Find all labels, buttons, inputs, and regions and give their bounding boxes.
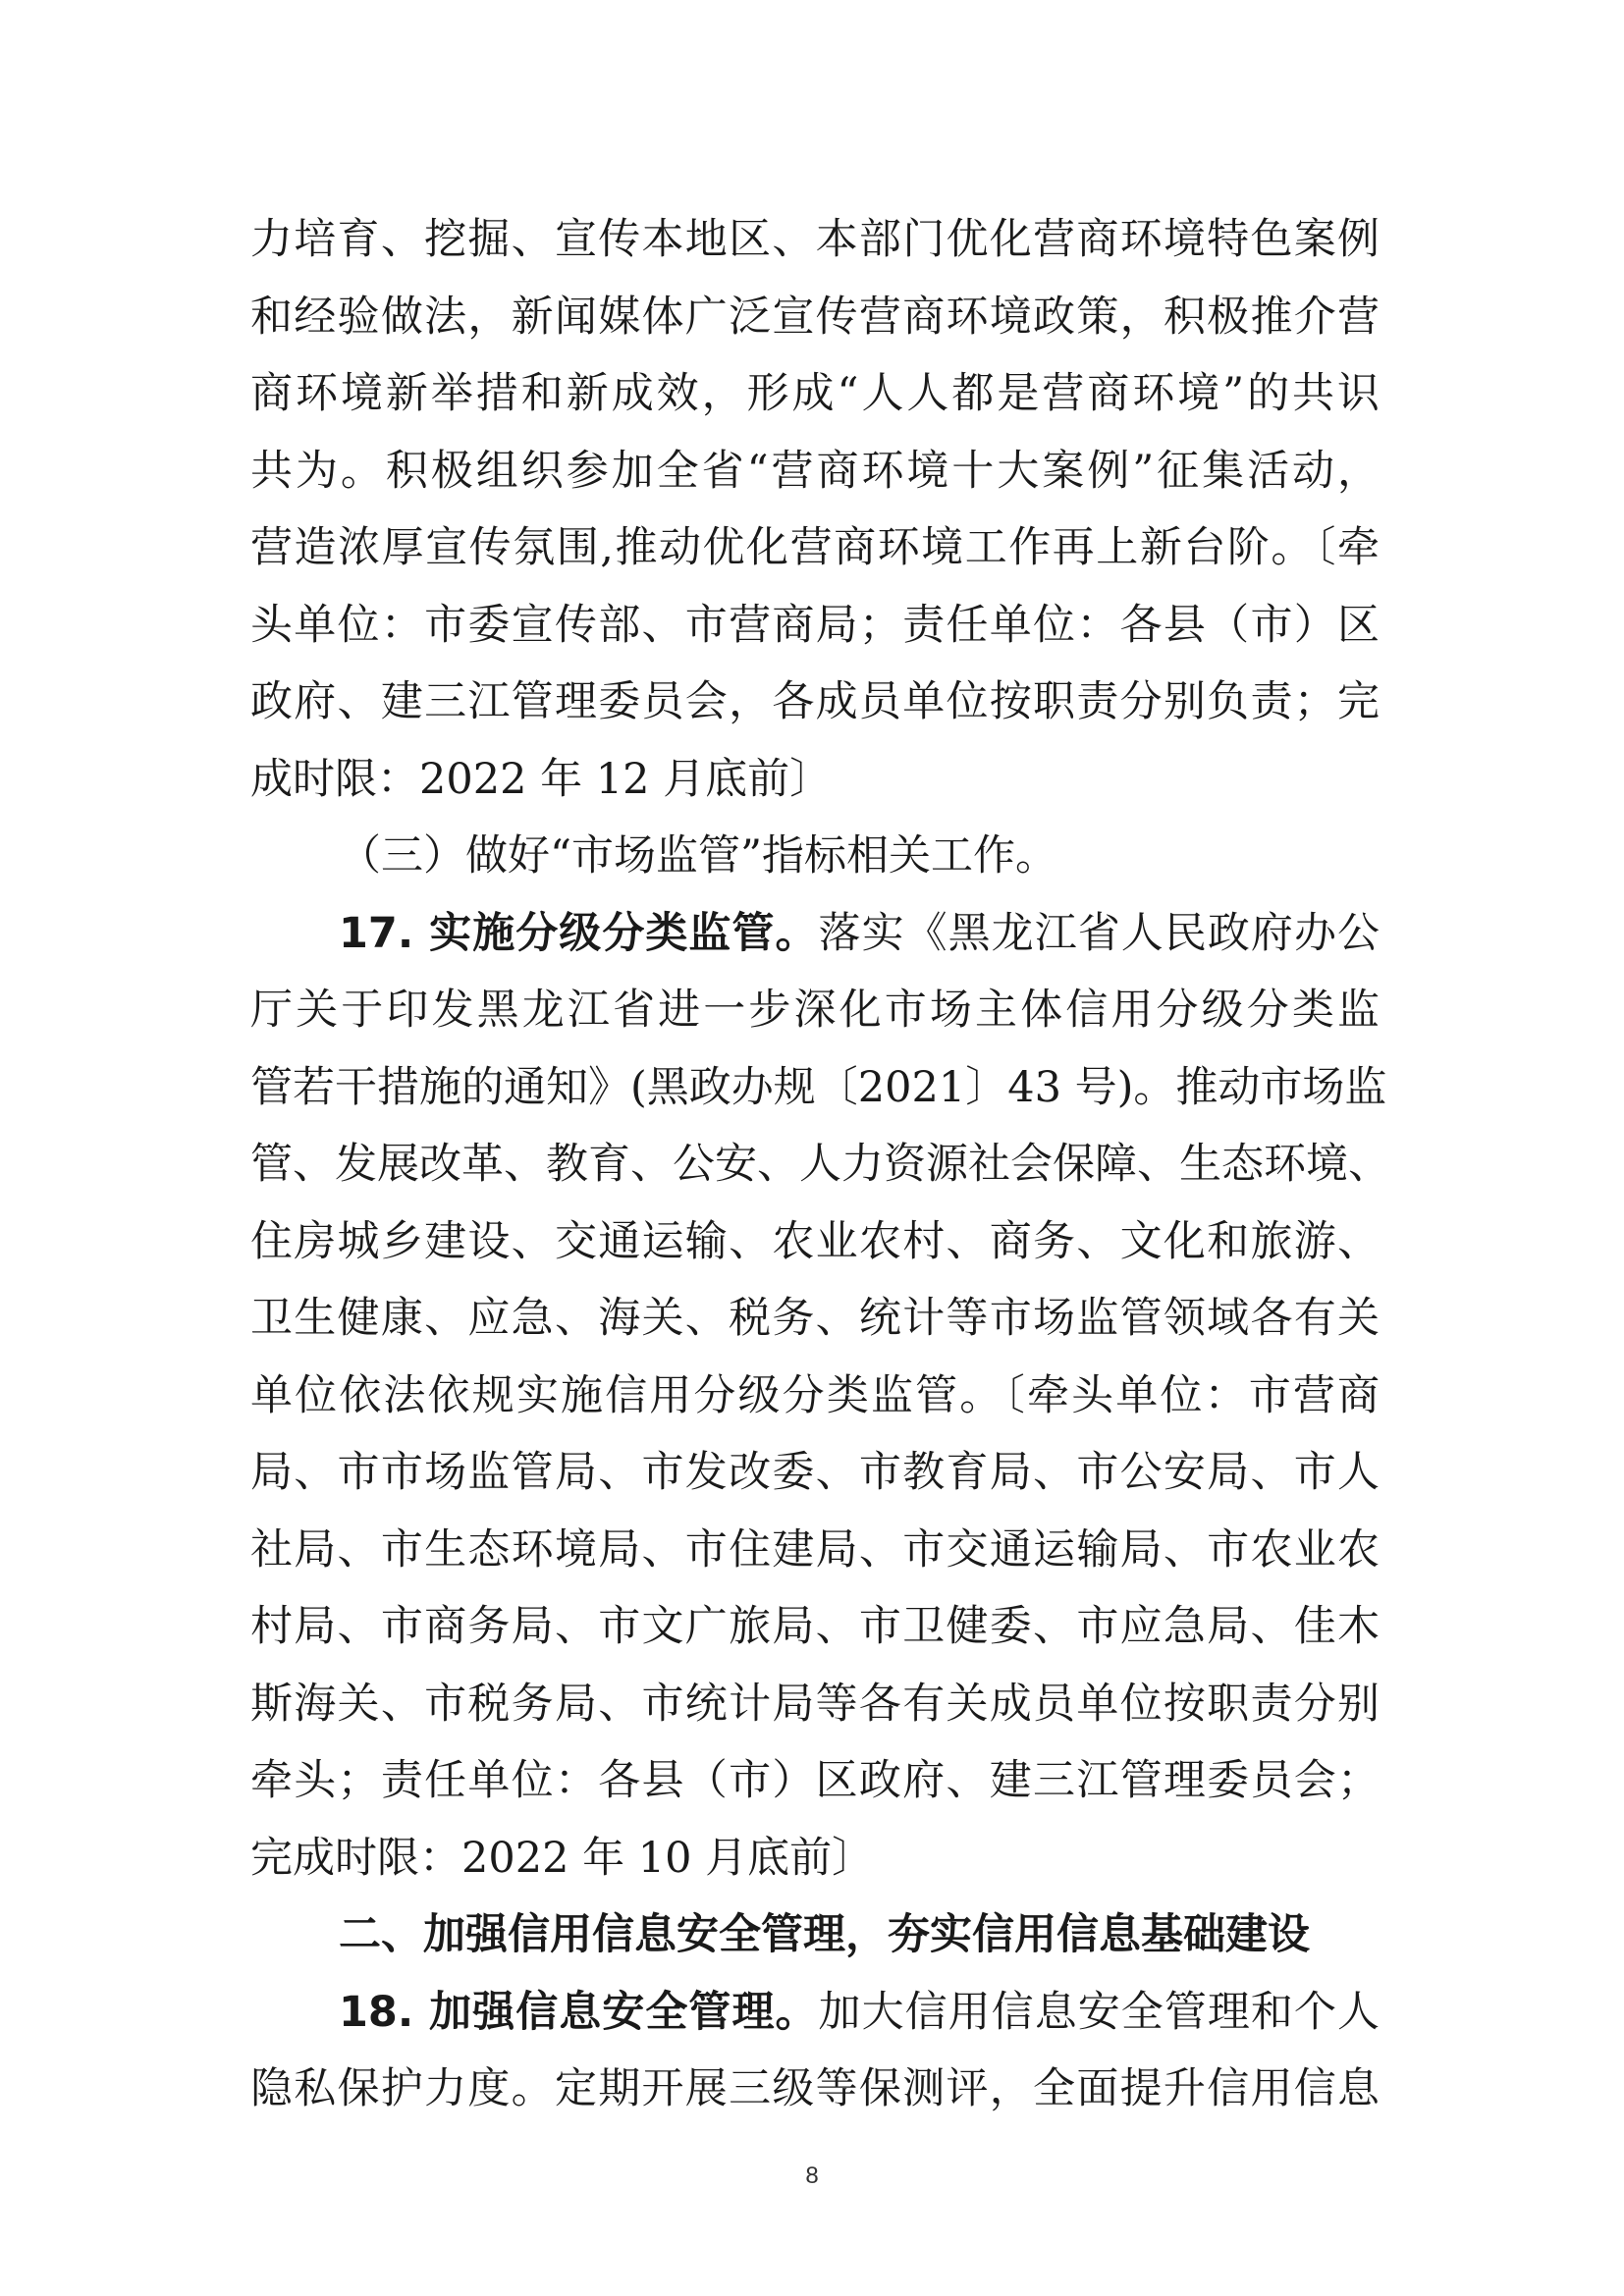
paragraph-line: 营造浓厚宣传氛围,推动优化营商环境工作再上新台阶。〔牵: [250, 523, 1380, 572]
item-17-first-line: [250, 895, 1380, 973]
paragraph-line: 商环境新举措和新成效，形成“人人都是营商环境”的共识: [250, 369, 1380, 418]
paragraph-line: 管、发展改革、教育、公安、人力资源社会保障、生态环境、: [250, 1140, 1390, 1189]
paragraph-line: 社局、市生态环境局、市住建局、市交通运输局、市农业农: [250, 1524, 1380, 1575]
paragraph-line: 完成时限：2022 年 10 月底前〕: [250, 1833, 875, 1883]
paragraph-line: 厅关于印发黑龙江省进一步深化市场主体信用分级分类监: [250, 986, 1380, 1035]
paragraph-line: 头单位：市委宣传部、市营商局；责任单位：各县（市）区: [250, 600, 1380, 650]
item-17-first-line-text: 落实《黑龙江省人民政府办公: [818, 908, 1380, 958]
paragraph-line: 卫生健康、应急、海关、税务、统计等市场监管领域各有关: [250, 1294, 1380, 1343]
paragraph-line: 斯海关、市税务局、市统计局等各有关成员单位按职责分别: [250, 1679, 1380, 1729]
item-17-title: 17. 实施分级分类监管。: [339, 908, 819, 958]
item-18-first-line-text: 加大信用信息安全管理和个人: [818, 1987, 1380, 2037]
paragraph-line: 牵头；责任单位：各县（市）区政府、建三江管理委员会；: [250, 1756, 1380, 1805]
paragraph-line: 局、市市场监管局、市发改委、市教育局、市公安局、市人: [250, 1448, 1380, 1497]
paragraph-line: 隐私保护力度。定期开展三级等保测评，全面提升信用信息: [250, 2064, 1380, 2113]
item-18-title: 18. 加强信息安全管理。: [339, 1987, 819, 2037]
document-body: [250, 201, 1390, 2128]
page-number: 8: [805, 2163, 819, 2189]
paragraph-line: 单位依法依规实施信用分级分类监管。〔牵头单位：市营商: [250, 1370, 1380, 1420]
paragraph-line: 和经验做法，新闻媒体广泛宣传营商环境政策，积极推介营: [250, 292, 1380, 342]
paragraph-line: 管若干措施的通知》(黑政办规〔2021〕43 号)。推动市场监: [250, 1062, 1387, 1112]
paragraph-line: 村局、市商务局、市文广旅局、市卫健委、市应急局、佳木: [250, 1602, 1380, 1651]
paragraph-line: 成时限：2022 年 12 月底前〕: [250, 754, 833, 804]
paragraph-line: 共为。积极组织参加全省“营商环境十大案例”征集活动，: [250, 446, 1380, 496]
section-2-heading: 二、加强信用信息安全管理，夯实信用信息基础建设: [339, 1910, 1310, 1959]
item-18-first-line: [250, 1974, 1380, 2052]
paragraph-line: 政府、建三江管理委员会，各成员单位按职责分别负责；完: [250, 677, 1380, 726]
paragraph-line: 住房城乡建设、交通运输、农业农村、商务、文化和旅游、: [250, 1216, 1380, 1266]
paragraph-line: 力培育、挖掘、宣传本地区、本部门优化营商环境特色案例: [250, 215, 1380, 264]
section-3-heading: （三）做好“市场监管”指标相关工作。: [339, 831, 1057, 881]
